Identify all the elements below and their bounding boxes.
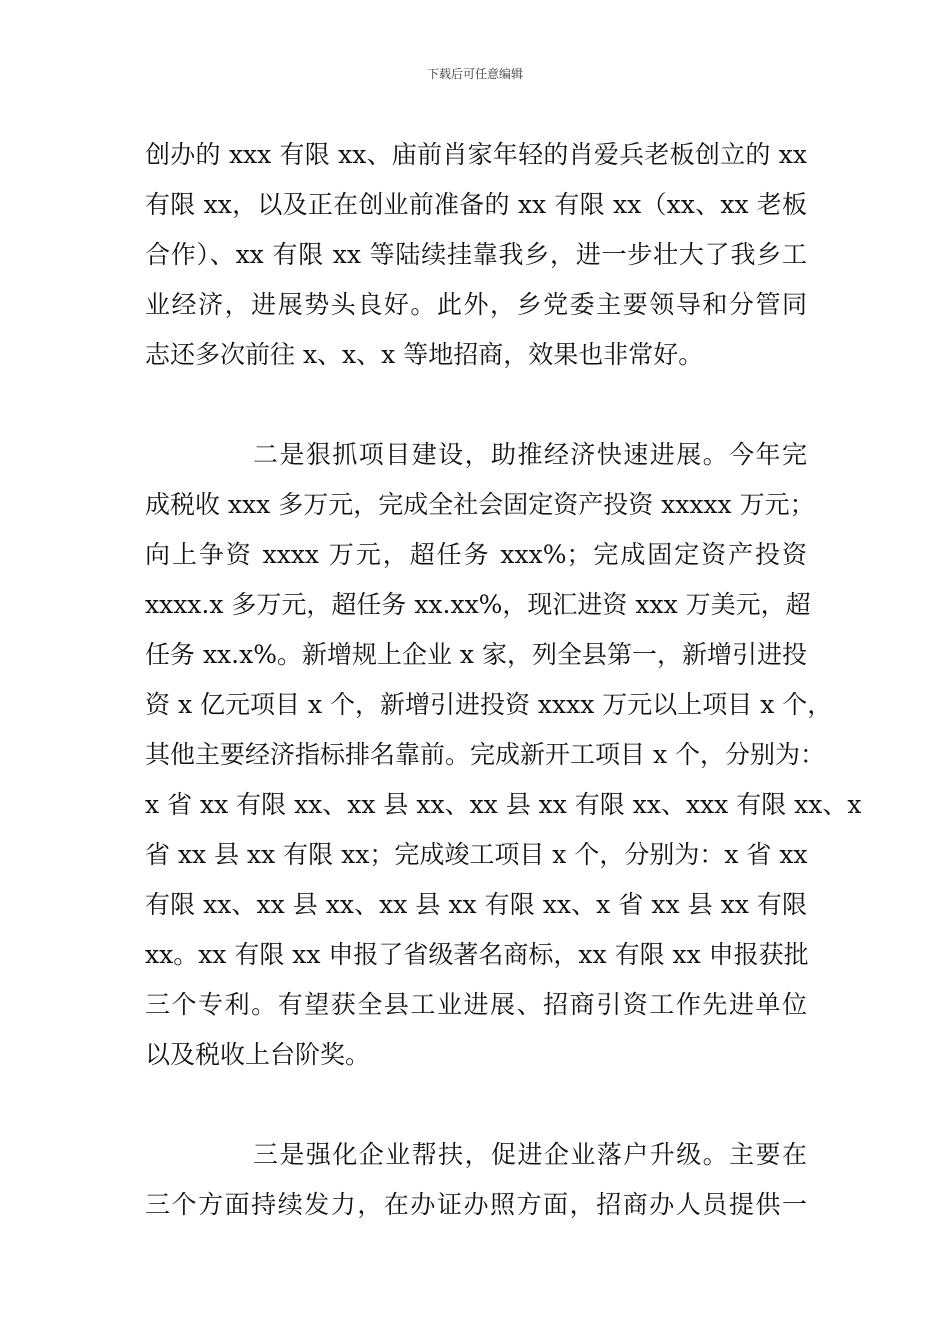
paragraph-1-line: 业经济，进展势头良好。此外，乡党委主要领导和分管同 bbox=[145, 290, 807, 319]
paragraph-1-line: 有限 xx，以及正在创业前准备的 xx 有限 xx（xx、xx 老板 bbox=[145, 190, 807, 219]
paragraph-2-line: xx。xx 有限 xx 申报了省级著名商标，xx 有限 xx 申报获批 bbox=[145, 940, 809, 969]
paragraph-2-line: xxxx.x 多万元，超任务 xx.xx%，现汇进资 xxx 万美元，超 bbox=[145, 590, 811, 619]
paragraph-3-line: 三是强化企业帮扶，促进企业落户升级。主要在 bbox=[253, 1140, 807, 1169]
page-header: 下载后可任意编辑 bbox=[426, 67, 523, 81]
paragraph-2-line: 成税收 xxx 多万元，完成全社会固定资产投资 xxxxx 万元； bbox=[145, 490, 815, 519]
paragraph-2-line: 其他主要经济指标排名靠前。完成新开工项目 x 个，分别为： bbox=[145, 740, 825, 769]
paragraph-2-line: 以及税收上台阶奖。 bbox=[145, 1040, 371, 1069]
paragraph-2-line: x 省 xx 有限 xx、xx 县 xx、xx 县 xx 有限 xx、xxx 有限 xx、x bbox=[145, 790, 862, 819]
paragraph-2-line: 向上争资 xxxx 万元，超任务 xxx%；完成固定资产投资 bbox=[145, 540, 807, 569]
paragraph-3 bbox=[145, 1130, 807, 1230]
paragraph-3-line: 三个方面持续发力，在办证办照方面，招商办人员提供一 bbox=[145, 1190, 807, 1219]
paragraph-2-line: 资 x 亿元项目 x 个，新增引进投资 xxxx 万元以上项目 x 个， bbox=[145, 690, 833, 719]
paragraph-2-line: 省 xx 县 xx 有限 xx；完成竣工项目 x 个，分别为：x 省 xx bbox=[145, 840, 808, 869]
paragraph-1-line: 志还多次前往 x、x、x 等地招商，效果也非常好。 bbox=[145, 340, 704, 369]
paragraph-2-line: 有限 xx、xx 县 xx、xx 县 xx 有限 xx、x 省 xx 县 xx 有限 bbox=[145, 890, 807, 919]
paragraph-2 bbox=[145, 430, 862, 1080]
paragraph-gap bbox=[145, 380, 807, 430]
paragraph-2-line: 任务 xx.x%。新增规上企业 x 家，列全县第一，新增引进投 bbox=[145, 640, 807, 669]
paragraph-1 bbox=[145, 130, 807, 380]
paragraph-1-line: 创办的 xxx 有限 xx、庙前肖家年轻的肖爱兵老板创立的 xx bbox=[145, 140, 807, 169]
paragraph-1-line: 合作）、xx 有限 xx 等陆续挂靠我乡，进一步壮大了我乡工 bbox=[145, 240, 807, 269]
paragraph-2-line: 二是狠抓项目建设，助推经济快速进展。今年完 bbox=[253, 440, 807, 469]
paragraph-gap bbox=[145, 1080, 807, 1130]
paragraph-2-line: 三个专利。有望获全县工业进展、招商引资工作先进单位 bbox=[145, 990, 807, 1019]
document-body bbox=[145, 130, 862, 1230]
